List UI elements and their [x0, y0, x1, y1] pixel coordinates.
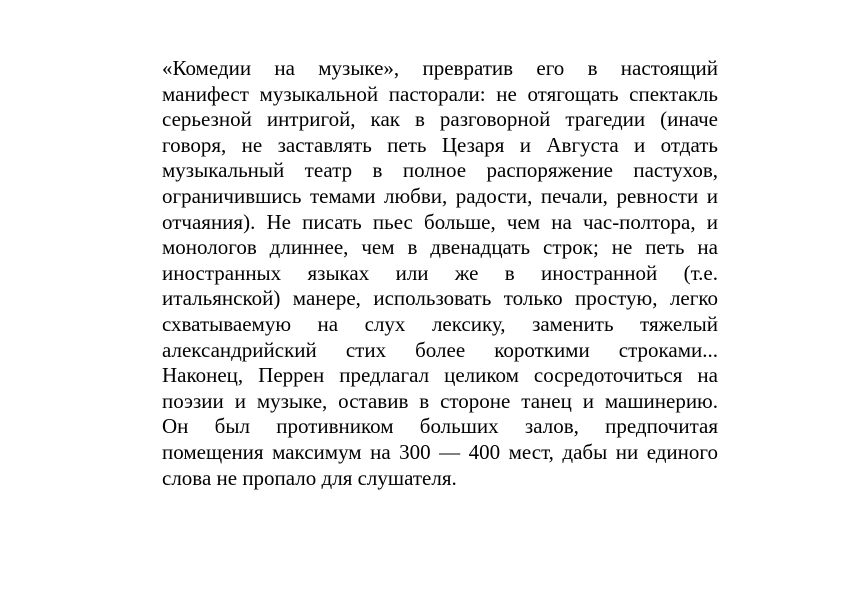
body-paragraph: [162, 56, 718, 491]
text-line-10: итальянской) манере, использовать только простую, легко: [162, 286, 718, 311]
text-line-13: Наконец, Перрен предлагал целиком сосредоточиться на: [162, 363, 718, 388]
text-line-17: слова не пропало для слушателя.: [162, 465, 457, 490]
text-line-14: поэзии и музыке, оставив в стороне танец и машинерию.: [162, 388, 718, 413]
text-line-11: схватываемую на слух лексику, заменить тяжелый: [162, 311, 718, 336]
text-line-9: иностранных языках или же в иностранной (т.е.: [162, 260, 718, 285]
text-line-15: Он был противником больших залов, предпочитая: [162, 414, 718, 439]
text-line-8: монологов длиннее, чем в двенадцать строк; не петь на: [162, 235, 718, 260]
text-line-16: помещения максимум на 300 — 400 мест, дабы ни единого: [162, 439, 718, 464]
text-line-2: манифест музыкальной пасторали: не отягощать спектакль: [162, 81, 718, 106]
text-line-12: александрийский стих более короткими строками...: [162, 337, 718, 362]
text-line-5: музыкальный театр в полное распоряжение пастухов,: [162, 158, 718, 183]
text-line-3: серьезной интригой, как в разговорной трагедии (иначе: [162, 107, 718, 132]
text-line-4: говоря, не заставлять петь Цезаря и Августа и отдать: [162, 132, 718, 157]
text-line-6: ограничившись темами любви, радости, печали, ревности и: [162, 183, 718, 208]
text-line-7: отчаяния). Не писать пьес больше, чем на час-полтора, и: [162, 209, 718, 234]
text-line-1: «Комедии на музыке», превратив его в настоящий: [162, 56, 718, 80]
